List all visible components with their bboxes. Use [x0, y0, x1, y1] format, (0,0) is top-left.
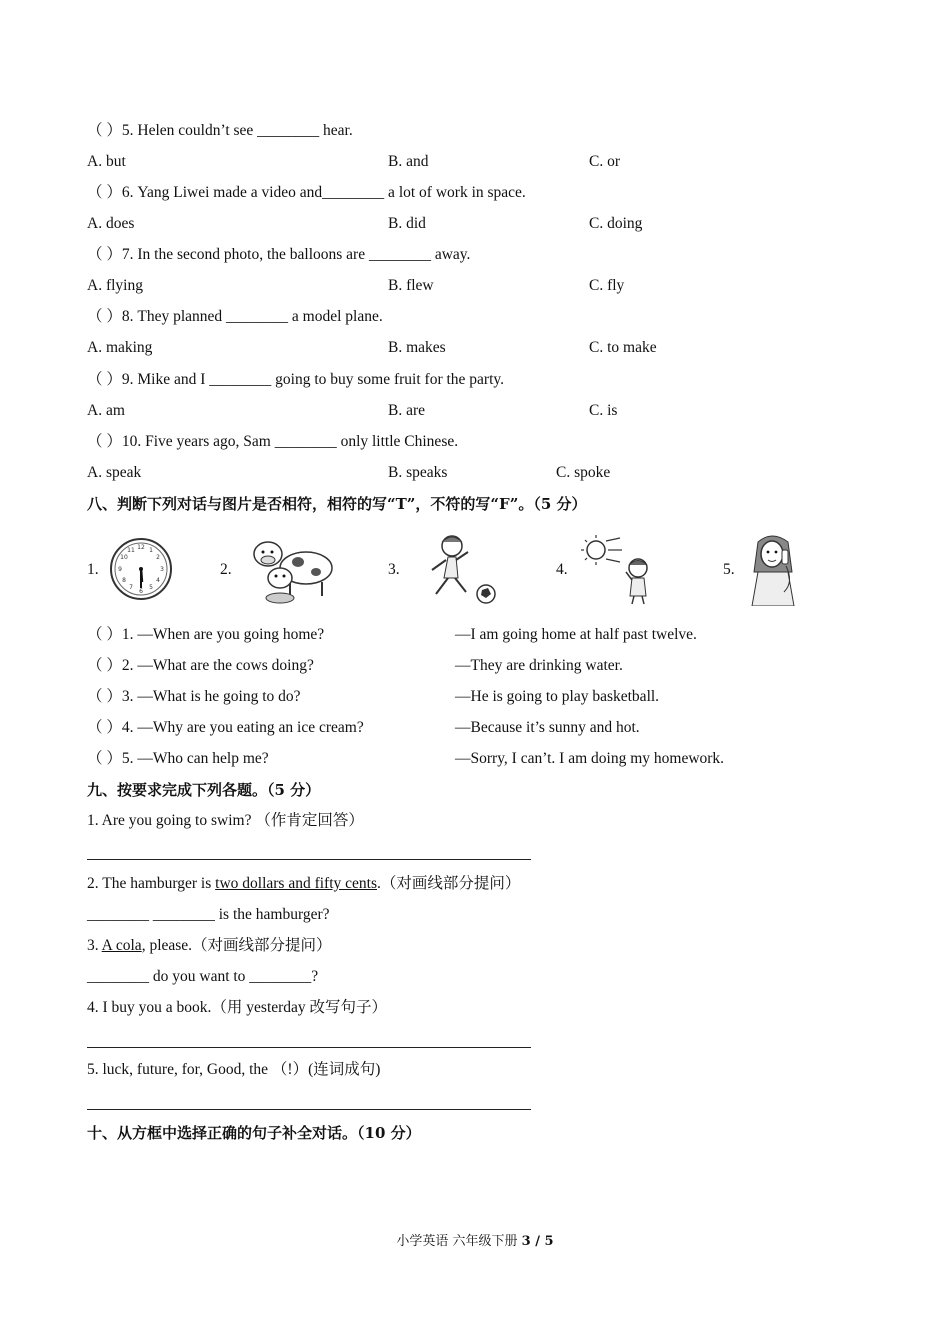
section-9-heading: 九、按要求完成下列各题。（5 分）: [87, 781, 321, 799]
mc-question-6: （ ）6. Yang Liwei made a video and________ a lot of work in space.: [87, 184, 526, 201]
s8-item-2-answer: —They are drinking water.: [455, 657, 623, 674]
mc-5-option-a: A. but: [87, 153, 126, 170]
s8-item-5-answer: —Sorry, I can’t. I am doing my homework.: [455, 750, 725, 767]
s8-item-1-answer: —I am going home at half past twelve.: [455, 626, 697, 643]
underlined-phrase: A cola: [101, 937, 142, 954]
s8-item-5-question: （ ）5. —Who can help me?: [87, 750, 269, 767]
s9-question-4: 4. I buy you a book.（用 yesterday 改写句子）: [87, 999, 388, 1016]
mc-5-option-b: B. and: [388, 153, 429, 170]
section-8-heading: 八、判断下列对话与图片是否相符，相符的写“T”，不符的写“F”。（5 分）: [87, 495, 587, 513]
answer-line-4: [87, 1047, 531, 1048]
s9-question-3-blank: ________ do you want to ________?: [87, 968, 319, 985]
answer-line-5: [87, 1109, 531, 1110]
mc-8-option-a: A. making: [87, 339, 153, 356]
s9-question-2-blank: ________ ________ is the hamburger?: [87, 906, 330, 923]
mc-8-option-b: B. makes: [388, 339, 446, 356]
pic-label-1: 1.: [87, 561, 99, 578]
s9-question-1: 1. Are you going to swim? （作肯定回答）: [87, 812, 364, 829]
section-10-heading: 十、从方框中选择正确的句子补全对话。（10 分）: [87, 1124, 421, 1142]
page-footer: 小学英语 六年级下册 3 / 5: [396, 1234, 554, 1249]
s9-question-3: 3. A cola, please.（对画线部分提问）: [87, 937, 332, 954]
mc-question-10: （ ）10. Five years ago, Sam ________ only little Chinese.: [87, 433, 459, 450]
mc-7-option-c: C. fly: [589, 277, 625, 294]
cows-picture: [240, 534, 340, 608]
svg-text:5: 5: [149, 584, 153, 591]
mc-9-option-a: A. am: [87, 402, 125, 419]
mc-question-7: （ ）7. In the second photo, the balloons are ________ away.: [87, 246, 471, 263]
answer-line-1: [87, 859, 531, 860]
svg-text:11: 11: [127, 547, 135, 554]
mc-6-option-c: C. doing: [589, 215, 643, 232]
underlined-phrase: two dollars and fifty cents: [215, 875, 377, 892]
mc-question-5: （ ）5. Helen couldn’t see ________ hear.: [87, 122, 353, 139]
svg-text:7: 7: [129, 584, 133, 591]
svg-text:4: 4: [156, 577, 160, 584]
mc-9-option-c: C. is: [589, 402, 618, 419]
pic-label-2: 2.: [220, 561, 232, 578]
page-total: 5: [544, 1234, 554, 1249]
mc-7-option-b: B. flew: [388, 277, 434, 294]
s9-question-5: 5. luck, future, for, Good, the （!）(连词成句): [87, 1061, 381, 1078]
mc-10-option-c: C. spoke: [556, 464, 611, 481]
mc-6-option-b: B. did: [388, 215, 426, 232]
mc-question-9: （ ）9. Mike and I ________ going to buy some fruit for the party.: [87, 371, 505, 388]
mc-9-option-b: B. are: [388, 402, 426, 419]
svg-text:1: 1: [149, 547, 153, 554]
s9-question-2: 2. The hamburger is two dollars and fifty cents.（对画线部分提问）: [87, 875, 521, 892]
svg-text:12: 12: [137, 544, 145, 551]
mc-5-option-c: C. or: [589, 153, 620, 170]
pic-label-4: 4.: [556, 561, 568, 578]
svg-text:9: 9: [118, 566, 122, 573]
mc-7-option-a: A. flying: [87, 277, 143, 294]
s8-item-4-answer: —Because it’s sunny and hot.: [455, 719, 640, 736]
mc-10-option-a: A. speak: [87, 464, 142, 481]
pic-label-5: 5.: [723, 561, 735, 578]
girl-phone-picture: [742, 532, 806, 606]
s8-item-3-question: （ ）3. —What is he going to do?: [87, 688, 301, 705]
mc-8-option-c: C. to make: [589, 339, 657, 356]
page-number: 3: [521, 1234, 531, 1249]
mc-question-8: （ ）8. They planned ________ a model plane.: [87, 308, 383, 325]
s8-item-3-answer: —He is going to play basketball.: [455, 688, 660, 705]
svg-text:2: 2: [156, 554, 160, 561]
pic-label-3: 3.: [388, 561, 400, 578]
mc-10-option-b: B. speaks: [388, 464, 448, 481]
mc-6-option-a: A. does: [87, 215, 135, 232]
svg-text:8: 8: [122, 577, 126, 584]
sun-girl-picture: [576, 532, 666, 606]
s8-item-2-question: （ ）2. —What are the cows doing?: [87, 657, 314, 674]
s8-item-1-question: （ ）1. —When are you going home?: [87, 626, 325, 643]
svg-text:3: 3: [160, 566, 164, 573]
svg-text:6: 6: [139, 588, 143, 595]
clock-picture: [108, 536, 174, 602]
boy-football-picture: [408, 530, 500, 606]
svg-text:10: 10: [120, 554, 128, 561]
s8-item-4-question: （ ）4. —Why are you eating an ice cream?: [87, 719, 364, 736]
